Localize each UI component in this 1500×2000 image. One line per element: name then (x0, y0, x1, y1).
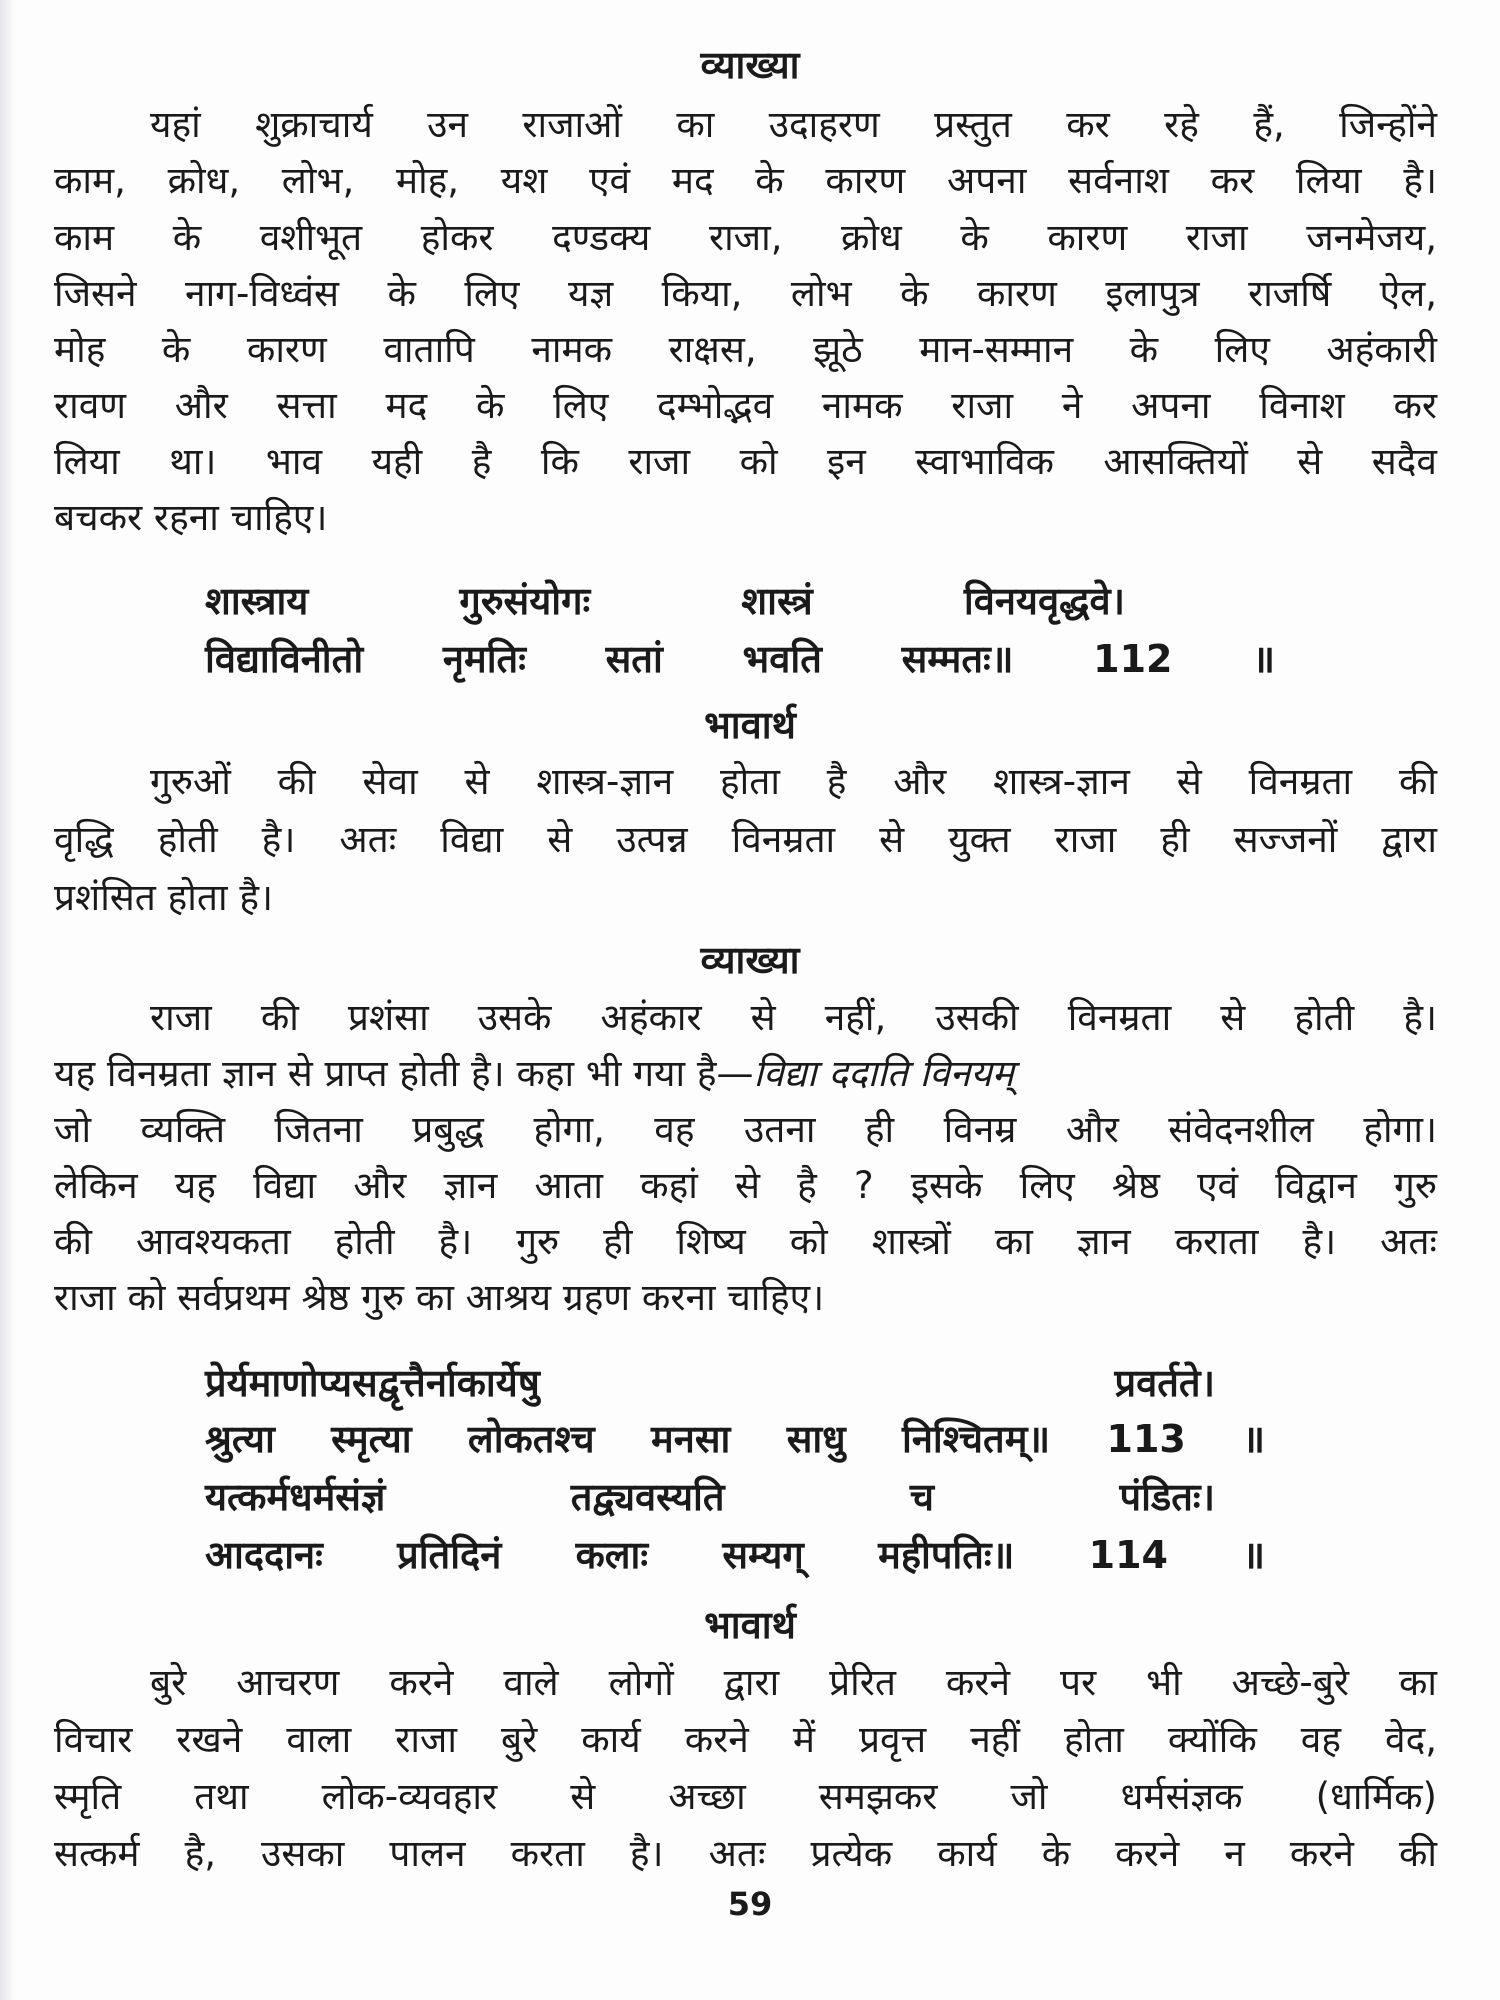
paragraph-line: काम, क्रोध, लोभ, मोह, यश एवं मद के कारण अपना सर्वनाश कर लिया है। (54, 159, 1437, 202)
paragraph-line: जो व्यक्ति जितना प्रबुद्ध होगा, वह उतना ही विनम्र और संवेदनशील होगा। (54, 1108, 1437, 1151)
paragraph-line: सत्कर्म है, उसका पालन करता है। अतः प्रत्येक कार्य के करने न करने की (54, 1832, 1437, 1875)
verse-line: श्रुत्या स्मृत्या लोकतश्च मनसा साधु निश्चितम्॥ 113 ॥ (205, 1417, 1265, 1461)
paragraph-line: जिसने नाग-विध्वंस के लिए यज्ञ किया, लोभ के कारण इलापुत्र राजर्षि ऐल, (54, 272, 1437, 315)
paragraph-line: लिया था। भाव यही है कि राजा को इन स्वाभाविक आसक्तियों से सदैव (54, 440, 1437, 483)
paragraph-line (54, 1050, 1437, 1098)
paragraph-text: यह विनम्रता ज्ञान से प्राप्त होती है। कहा भी गया है— (54, 1052, 754, 1095)
paragraph-line: प्रशंसित होता है। (54, 876, 273, 919)
paragraph-line: स्मृति तथा लोक-व्यवहार से अच्छा समझकर जो धर्मसंज्ञक (धार्मिक) (54, 1775, 1437, 1818)
heading-bhavarth: भावार्थ (704, 703, 796, 747)
sanskrit-quote: विद्या ददाति विनयम् (753, 1052, 1014, 1095)
heading-vyakhya: व्याख्या (700, 938, 800, 982)
heading-vyakhya: व्याख्या (700, 43, 800, 87)
verse-line: यत्कर्मधर्मसंज्ञं तद्व्यवस्यति च पंडितः। (205, 1475, 1215, 1519)
heading-bhavarth: भावार्थ (704, 1603, 796, 1647)
paragraph-line: गुरुओं की सेवा से शास्त्र-ज्ञान होता है और शास्त्र-ज्ञान से विनम्रता की (150, 760, 1437, 803)
verse-line: विद्याविनीतो नृमतिः सतां भवति सम्मतः॥ 112 ॥ (205, 637, 1275, 681)
paragraph-line: की आवश्यकता होती है। गुरु ही शिष्य को शास्त्रों का ज्ञान कराता है। अतः (54, 1220, 1437, 1263)
paragraph-line: काम के वशीभूत होकर दण्डक्य राजा, क्रोध के कारण राजा जनमेजय, (54, 216, 1437, 259)
paragraph-line: मोह के कारण वातापि नामक राक्षस, झूठे मान-सम्मान के लिए अहंकारी (54, 328, 1437, 371)
paragraph-line: बचकर रहना चाहिए। (54, 496, 328, 539)
scan-edge (0, 0, 14, 2000)
paragraph-line: यहां शुक्राचार्य उन राजाओं का उदाहरण प्रस्तुत कर रहे हैं, जिन्होंने (150, 103, 1437, 146)
verse-line: प्रेर्यमाणोप्यसद्वृत्तैर्नाकार्येषु प्रवर्तते। (205, 1361, 1215, 1405)
verse-line: आददानः प्रतिदिनं कलाः सम्यग् महीपतिः॥ 114 ॥ (205, 1533, 1265, 1577)
page-number: 59 (727, 1885, 773, 1923)
paragraph-line: बुरे आचरण करने वाले लोगों द्वारा प्रेरित करने पर भी अच्छे-बुरे का (150, 1661, 1437, 1704)
paragraph-line: राजा की प्रशंसा उसके अहंकार से नहीं, उसकी विनम्रता से होती है। (150, 996, 1437, 1039)
paragraph-line: राजा को सर्वप्रथम श्रेष्ठ गुरु का आश्रय ग्रहण करना चाहिए। (54, 1276, 825, 1319)
paragraph-line: रावण और सत्ता मद के लिए दम्भोद्भव नामक राजा ने अपना विनाश कर (54, 384, 1437, 427)
paragraph-line: वृद्धि होती है। अतः विद्या से उत्पन्न विनम्रता से युक्त राजा ही सज्जनों द्वारा (54, 818, 1437, 861)
paragraph-line: लेकिन यह विद्या और ज्ञान आता कहां से है ? इसके लिए श्रेष्ठ एवं विद्वान गुरु (54, 1164, 1437, 1207)
verse-line: शास्त्राय गुरुसंयोगः शास्त्रं विनयवृद्धवे। (205, 579, 1125, 623)
paragraph-line: विचार रखने वाला राजा बुरे कार्य करने में प्रवृत्त नहीं होता क्योंकि वह वेद, (54, 1718, 1437, 1761)
